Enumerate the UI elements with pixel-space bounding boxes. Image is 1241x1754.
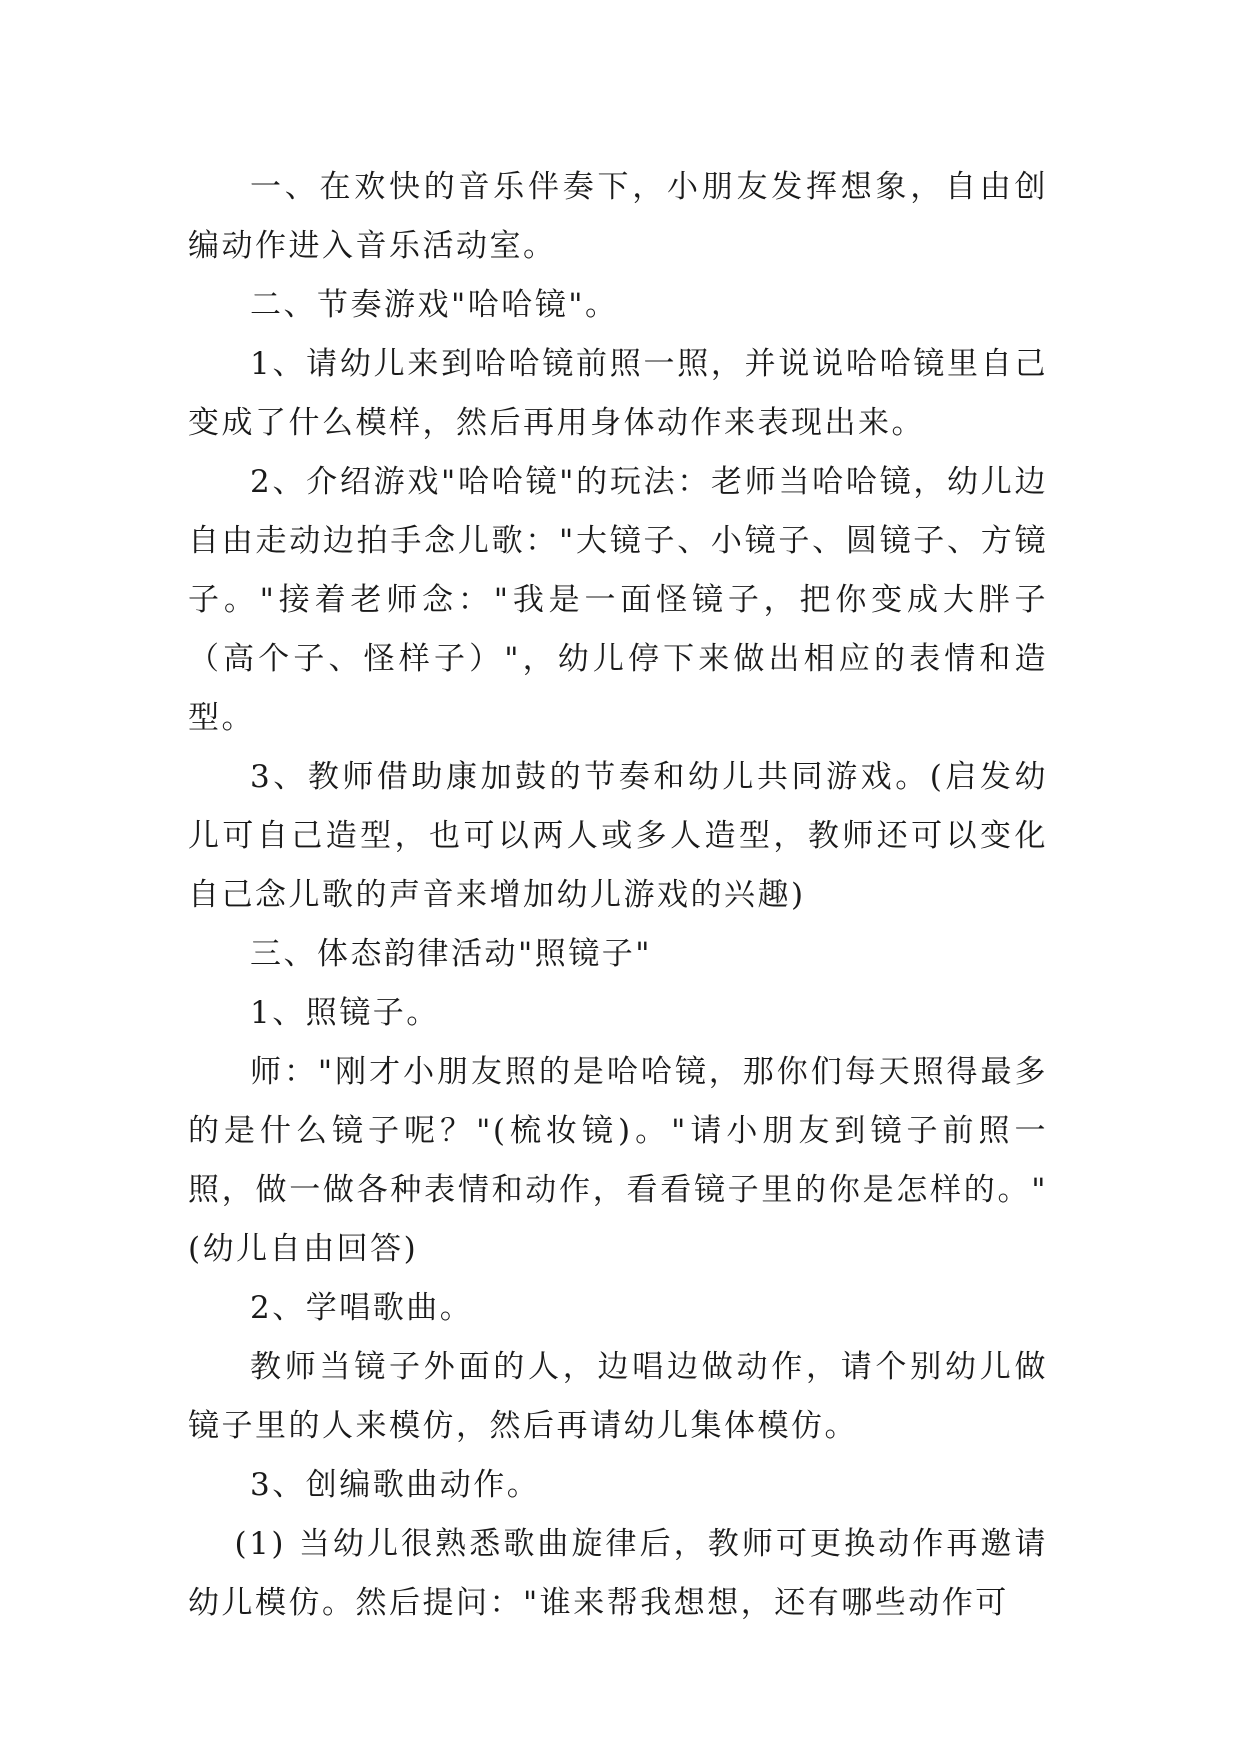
paragraph: 2、学唱歌曲。	[250, 1290, 474, 1326]
paragraph: (1) 当幼儿很熟悉歌曲旋律后，教师可更换动作再邀请幼儿模仿。然后提问："谁来帮我想想，还有哪些动作可	[188, 1526, 1048, 1621]
paragraph: 3、教师借助康加鼓的节奏和幼儿共同游戏。(启发幼儿可自己造型，也可以两人或多人造型，教师还可以变化自己念儿歌的声音来增加幼儿游戏的兴趣)	[188, 759, 1048, 913]
paragraph: 二、节奏游戏"哈哈镜"。	[250, 287, 619, 323]
paragraph: 师："刚才小朋友照的是哈哈镜，那你们每天照得最多的是什么镜子呢？"(梳妆镜)。"请小朋友到镜子前照一照，做一做各种表情和动作，看看镜子里的你是怎样的。"(幼儿自由回答)	[188, 1054, 1048, 1267]
paragraph: 3、创编歌曲动作。	[250, 1467, 541, 1503]
paragraph: 三、体态韵律活动"照镜子"	[250, 936, 653, 972]
document-body	[188, 158, 1048, 1633]
paragraph: 教师当镜子外面的人，边唱边做动作，请个别幼儿做镜子里的人来模仿，然后再请幼儿集体模仿。	[188, 1349, 1048, 1444]
paragraph: 一、在欢快的音乐伴奏下，小朋友发挥想象，自由创编动作进入音乐活动室。	[188, 169, 1048, 264]
paragraph: 1、请幼儿来到哈哈镜前照一照，并说说哈哈镜里自己变成了什么模样，然后再用身体动作来表现出来。	[188, 346, 1048, 441]
paragraph: 1、照镜子。	[250, 995, 440, 1031]
paragraph: 2、介绍游戏"哈哈镜"的玩法：老师当哈哈镜，幼儿边自由走动边拍手念儿歌："大镜子、小镜子、圆镜子、方镜子。"接着老师念："我是一面怪镜子，把你变成大胖子（高个子、怪样子）"，幼儿停下来做出相应的表情和造型。	[188, 464, 1048, 736]
